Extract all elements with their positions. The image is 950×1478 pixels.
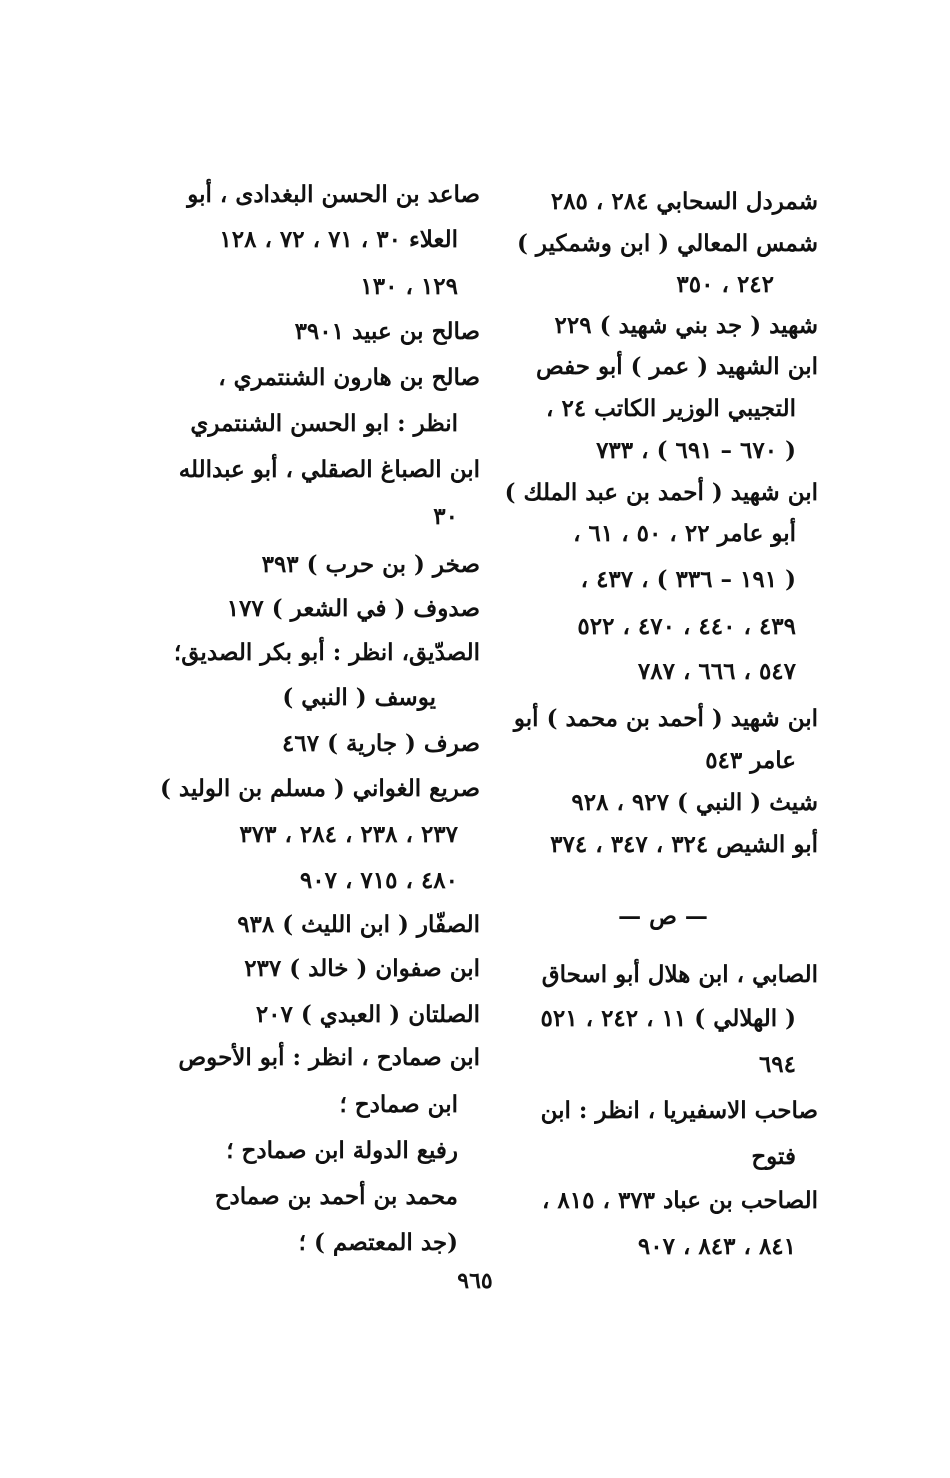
index-entry: الصلتان ( العبدي ) ٢٠٧: [255, 1001, 480, 1028]
index-entry: ١٢٩ ، ١٣٠: [360, 273, 458, 300]
index-entry: ( الهلالي ) ١١ ، ٢٤٢ ، ٥٢١: [540, 1005, 796, 1032]
index-entry: رفيع الدولة ابن صمادح ؛: [226, 1137, 458, 1164]
index-entry: صخر ( بن حرب ) ٣٩٣: [261, 551, 480, 578]
index-entry: صاحب الاسفيريا ، انظر : ابن: [540, 1097, 818, 1124]
index-entry: الصاحب بن عباد ٣٧٣ ، ٨١٥ ،: [541, 1187, 818, 1214]
index-entry: صالح بن هارون الشنتمري ،: [218, 364, 480, 391]
index-entry: ٣٠: [433, 503, 458, 530]
index-entry: ٤٣٩ ، ٤٤٠ ، ٤٧٠ ، ٥٢٢: [577, 613, 796, 640]
index-entry: شمس المعالي ( ابن وشمكير ): [517, 230, 818, 257]
index-entry: ( ٦٧٠ – ٦٩١ ) ، ٧٣٣: [596, 437, 796, 464]
index-entry: محمد بن أحمد بن صمادح: [214, 1183, 458, 1210]
index-entry: ابن الصباغ الصقلي ، أبو عبدالله: [178, 456, 480, 483]
index-entry: ابن صفوان ( خالد ) ٢٣٧: [244, 955, 480, 982]
index-entry: ٥٤٧ ، ٦٦٦ ، ٧٨٧: [637, 658, 796, 685]
index-entry: العلاء ٣٠ ، ٧١ ، ٧٢ ، ١٢٨: [219, 226, 458, 253]
index-entry: الصدّيق، انظر : أبو بكر الصديق؛: [173, 639, 480, 666]
index-entry: ابن صمادح ، انظر : أبو الأحوص: [178, 1044, 480, 1071]
index-entry: (جد المعتصم ) ؛: [298, 1229, 458, 1256]
index-entry: فتوح: [751, 1143, 796, 1170]
page-number: ٩٦٥: [457, 1268, 493, 1294]
index-entry: صدوف ( في الشعر ) ١٧٧: [226, 595, 480, 622]
index-entry: شهيد ( جد بني شهيد ) ٢٢٩: [554, 312, 818, 339]
index-entry: صرف ( جارية ) ٤٦٧: [282, 730, 480, 757]
index-entry: انظر : ابو الحسن الشنتمري: [190, 410, 458, 437]
index-entry: عامر ٥٤٣: [705, 747, 796, 774]
index-entry: ٦٩٤: [758, 1051, 796, 1078]
index-entry: أبو عامر ٢٢ ، ٥٠ ، ٦١ ،: [573, 520, 796, 547]
index-entry: الصابي ، ابن هلال أبو اسحاق: [541, 961, 818, 988]
index-entry: التجيبي الوزير الكاتب ٢٤ ،: [546, 395, 796, 422]
index-entry: ٨٤١ ، ٨٤٣ ، ٩٠٧: [637, 1233, 796, 1260]
section-heading: — ص —: [618, 903, 708, 930]
index-entry: شيث ( النبي ) ٩٢٧ ، ٩٢٨: [571, 789, 818, 816]
index-entry: يوسف ( النبي ): [282, 684, 436, 711]
index-entry: شمردل السحابي ٢٨٤ ، ٢٨٥: [550, 188, 818, 215]
index-entry: ابن شهيد ( أحمد بن محمد ) أبو: [513, 705, 818, 732]
index-entry: صاعد بن الحسن البغدادى ، أبو: [187, 181, 480, 208]
index-entry: ٢٣٧ ، ٢٣٨ ، ٢٨٤ ، ٣٧٣: [239, 821, 458, 848]
index-entry: صريع الغواني ( مسلم بن الوليد ): [160, 775, 480, 802]
index-entry: الصفّار ( ابن الليث ) ٩٣٨: [237, 911, 480, 938]
index-entry: صالح بن عبيد ٣٩٠١: [294, 318, 480, 345]
index-entry: ٢٤٢ ، ٣٥٠: [676, 271, 774, 298]
index-entry: ابن صمادح ؛: [339, 1091, 458, 1118]
index-entry: ابن الشهيد ( عمر ) أبو حفص: [535, 353, 818, 380]
index-entry: ابن شهيد ( أحمد بن عبد الملك ): [504, 479, 818, 506]
index-entry: ( ١٩١ – ٣٣٦ ) ، ٤٣٧ ،: [580, 566, 796, 593]
index-entry: ٤٨٠ ، ٧١٥ ، ٩٠٧: [299, 867, 458, 894]
index-entry: أبو الشيص ٣٢٤ ، ٣٤٧ ، ٣٧٤: [550, 831, 818, 858]
